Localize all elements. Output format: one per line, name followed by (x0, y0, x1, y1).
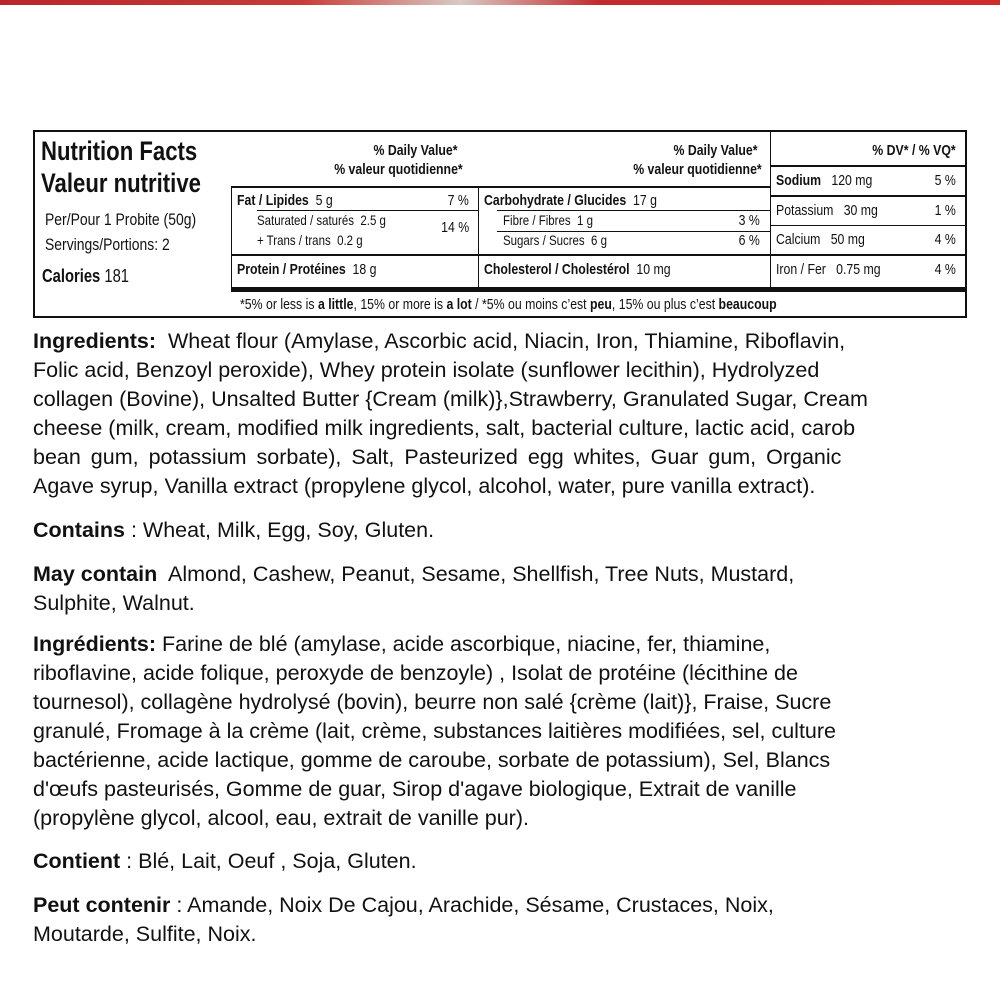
dv-header-1-fr: % valeur quotidienne* (334, 161, 463, 178)
saturated-amount: 2.5 g (360, 212, 386, 228)
divider (231, 186, 232, 290)
package-top-edge (0, 0, 1000, 5)
potassium-dv: 1 % (934, 202, 956, 219)
dv-header-2: % Daily Value* (673, 142, 758, 159)
iron-label: Iron / Fer (776, 261, 826, 278)
sodium-label: Sodium (776, 172, 822, 189)
ingredients-en-line: cheese (milk, cream, modified milk ingredients, salt, bacterial culture, lactic acid, carob (33, 416, 856, 440)
ingredients-fr-line: d'œufs pasteurisés, Gomme de guar, Sirop d'agave biologique, Extrait de vanille (33, 777, 797, 801)
calories (42, 266, 148, 287)
ingredients-fr-line: tournesol), collagène hydrolysé (bovin), beurre non salé {crème (lait)}, Fraise, Sucre (33, 690, 832, 714)
sugars-label: Sugars / Sucres (503, 232, 585, 248)
sodium-row (776, 172, 894, 189)
trans-row (257, 232, 386, 248)
ingredients-fr (33, 630, 836, 833)
may-contain-en-line: Almond, Cashew, Peanut, Sesame, Shellfish, Tree Nuts, Mustard, (168, 562, 795, 586)
nutrition-title-fr: Valeur nutritive (41, 168, 201, 198)
carbohydrate-label: Carbohydrate / Glucides (484, 192, 627, 209)
may-contain-fr-line: : Amande, Noix De Cajou, Arachide, Sésame, Crustaces, Noix, (170, 893, 774, 917)
fat-dv: 7 % (447, 192, 469, 209)
contains-fr (33, 847, 417, 876)
sugars-dv: 6 % (738, 232, 760, 249)
contains-fr-label: Contient (33, 849, 121, 873)
calcium-dv: 4 % (934, 231, 956, 248)
calcium-amount: 50 mg (830, 231, 865, 248)
ingredients-en-line: Folic acid, Benzoyl peroxide), Whey protein isolate (sunflower lecithin), Hydrolyzed (33, 358, 820, 382)
sodium-amount: 120 mg (831, 172, 873, 189)
ingredients-en-line: Agave syrup, Vanilla extract (propylene glycol, alcohol, water, pure vanilla extract). (33, 474, 816, 498)
cholesterol-row (484, 261, 712, 278)
dv-header-2-fr: % valeur quotidienne* (633, 161, 762, 178)
divider (770, 254, 967, 256)
fibre-dv: 3 % (738, 212, 760, 229)
ingredients-fr-line: Farine de blé (amylase, acide ascorbique, niacine, fer, thiamine, (162, 632, 771, 656)
carbohydrate-amount: 17 g (633, 192, 657, 209)
cholesterol-label: Cholesterol / Cholestérol (484, 261, 630, 278)
divider (770, 225, 967, 226)
serving-size: Per/Pour 1 Probite (50g) (45, 210, 197, 229)
divider (231, 186, 770, 188)
carbohydrate-row (484, 192, 695, 209)
fat-label: Fat / Lipides (237, 192, 309, 209)
protein-row (237, 261, 407, 278)
contains-en (33, 516, 434, 545)
potassium-amount: 30 mg (843, 202, 878, 219)
divider (231, 254, 770, 256)
contains-en-label: Contains (33, 518, 125, 542)
sugars-amount: 6 g (591, 232, 608, 248)
contains-en-text: : Wheat, Milk, Egg, Soy, Gluten. (124, 518, 435, 542)
nutrition-facts-table (33, 130, 967, 318)
ingredients-en-line: bean gum, potassium sorbate), Salt, Pasteurized egg whites, Guar gum, Organic (33, 445, 842, 469)
daily-value-footnote: *5% or less is a little, 15% or more is a lot / *5% ou moins c’est peu, 15% ou plus c’est beaucoup (240, 296, 777, 313)
iron-amount: 0.75 mg (836, 261, 881, 278)
divider (770, 132, 771, 290)
fibre-label: Fibre / Fibres (503, 212, 571, 228)
potassium-row (776, 202, 900, 219)
fibre-amount: 1 g (577, 212, 593, 228)
sat-trans-dv: 14 % (440, 219, 469, 236)
calories-value: 181 (104, 266, 130, 286)
ingredients-fr-line: bactérienne, acide lactique, gomme de caroube, sorbate de potassium), Sel, Blancs (33, 748, 831, 772)
fat-amount: 5 g (315, 192, 333, 209)
saturated-label: Saturated / saturés (257, 212, 355, 228)
may-contain-en-label: May contain (33, 562, 158, 586)
divider (497, 210, 770, 211)
may-contain-en-line: Sulphite, Walnut. (33, 591, 195, 615)
potassium-label: Potassium (776, 202, 834, 219)
may-contain-fr (33, 891, 774, 949)
ingredients-fr-line: granulé, Fromage à la crème (lait, crème, substances laitières modifiées, sel, culture (33, 719, 837, 743)
divider (770, 195, 967, 197)
servings-per-container: Servings/Portions: 2 (45, 235, 170, 254)
ingredients-fr-line: (propylène glycol, alcool, eau, extrait de vanille pur). (33, 806, 529, 830)
sugars-row (503, 232, 630, 248)
iron-dv: 4 % (934, 261, 956, 278)
trans-amount: 0.2 g (337, 232, 363, 248)
calories-label: Calories (42, 266, 101, 286)
trans-label: + Trans / trans (257, 232, 331, 248)
divider (478, 186, 479, 290)
thick-divider (231, 287, 967, 292)
ingredients-fr-line: riboflavine, acide folique, peroxyde de benzoyle) , Isolat de protéine (lécithine de (33, 661, 798, 685)
contains-fr-text: : Blé, Lait, Oeuf , Soja, Gluten. (120, 849, 417, 873)
fat-row (237, 192, 354, 209)
ingredients-en (33, 327, 868, 501)
may-contain-fr-line: Moutarde, Sulfite, Noix. (33, 922, 257, 946)
protein-label: Protein / Protéines (237, 261, 346, 278)
ingredients-en-line: Wheat flour (Amylase, Ascorbic acid, Niacin, Iron, Thiamine, Riboflavin, (168, 329, 846, 353)
ingredients-en-line: collagen (Bovine), Unsalted Butter {Cream (milk)},Strawberry, Granulated Sugar, Cream (33, 387, 868, 411)
iron-row (776, 261, 904, 278)
dv-header-1: % Daily Value* (373, 142, 458, 159)
dv-header-3: % DV* / % VQ* (872, 142, 956, 159)
ingredients-en-label: Ingredients: (33, 329, 157, 353)
saturated-row (257, 212, 414, 228)
protein-amount: 18 g (352, 261, 377, 278)
may-contain-fr-label: Peut contenir (33, 893, 171, 917)
nutrition-title-en: Nutrition Facts (41, 136, 198, 166)
fibre-row (503, 212, 613, 228)
may-contain-en (33, 560, 794, 618)
divider (257, 210, 478, 211)
calcium-row (776, 231, 884, 248)
calcium-label: Calcium (776, 231, 821, 248)
divider (770, 165, 967, 167)
sodium-dv: 5 % (934, 172, 956, 189)
cholesterol-amount: 10 mg (636, 261, 671, 278)
ingredients-fr-label: Ingrédients: (33, 632, 157, 656)
